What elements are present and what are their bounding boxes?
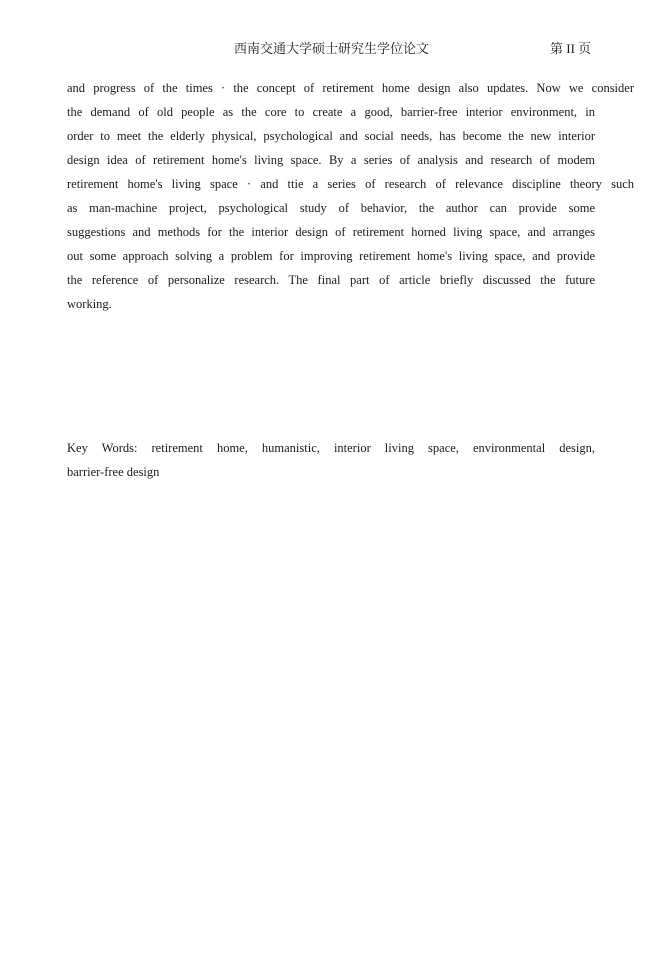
keywords-block <box>67 436 595 484</box>
running-header <box>0 38 670 58</box>
abstract-line: as man-machine project, psychological study of behavior, the author can provide some <box>67 201 595 215</box>
abstract-line: out some approach solving a problem for improving retirement home's living space, and provide <box>67 249 595 263</box>
abstract-line: and progress of the times · the concept of retirement home design also updates. Now we consider <box>67 81 634 95</box>
abstract-line: suggestions and methods for the interior design of retirement horned living space, and arranges <box>67 225 595 239</box>
abstract-line: working. <box>67 297 112 311</box>
abstract-line: the demand of old people as the core to create a good, barrier-free interior environment, in <box>67 105 595 119</box>
abstract-line: design idea of retirement home's living space. By a series of analysis and research of modem <box>67 153 595 167</box>
page-number: 第 II 页 <box>550 41 592 56</box>
abstract-line: the reference of personalize research. The final part of article briefly discussed the future <box>67 273 595 287</box>
abstract-line: retirement home's living space · and ttie a series of research of relevance discipline theory such <box>67 177 634 191</box>
abstract-line: order to meet the elderly physical, psychological and social needs, has become the new interior <box>67 129 595 143</box>
abstract-paragraph <box>67 76 634 316</box>
keywords-line: Key Words: retirement home, humanistic, interior living space, environmental design, <box>67 441 595 455</box>
header-title: 西南交通大学硕士研究生学位论文 <box>234 41 430 56</box>
keywords-line: barrier-free design <box>67 465 160 479</box>
